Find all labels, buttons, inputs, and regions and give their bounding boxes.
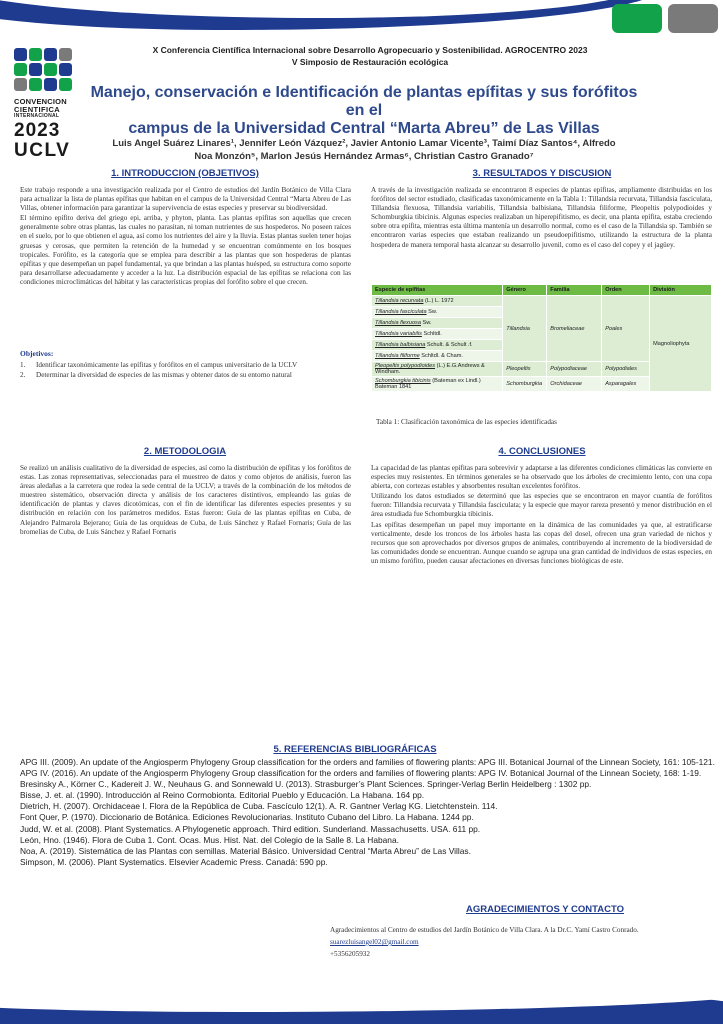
conference-line-1: X Conferencia Científica Internacional sobre Desarrollo Agropecuario y Sostenibilidad. AGROCENTRO 2023 (152, 45, 588, 55)
schomburgkia-family-cell (547, 377, 602, 392)
contact-email-link[interactable]: suarezluisangel02@gmail.com (330, 938, 419, 946)
results-body (371, 186, 712, 251)
species-name: Tillandsia recurvata (375, 298, 424, 304)
reference-item: Font Quer, P. (1970). Diccionario de Botánica. Ediciones Revolucionarias. Instituto Cubano del Libro. La Habana. 1244 pp. (20, 812, 474, 823)
table-header-family: Familia (547, 285, 602, 296)
species-cell (372, 329, 503, 340)
logo-line-cientifica: CIENTIFICA (14, 104, 61, 114)
objective-text: Identificar taxonómicamente las epífitas y forófitos en el campus universitario de la UCLV (36, 361, 298, 369)
methods-paragraph-1: Se realizó un análisis cualitativo de la diversidad de especies, así como la distribución de epífitas y los forófitos de estas. Las zonas representativas, seleccionadas para el muestreo de datos y como objetos de análisis, fueron las áreas aledañas a la carretera que rodea la sede central de la UCLV; a través de la combinación de los métodos de muestreo sistemático, observación directa y análisis de los caracteres distintivos, empleando las guías de identificación de plantas y claves dicotómicas, con el fin de identificar las diferentes especies presentes y su distribución en relación con los parámetros medidos. Estas fueron: Guía de las plantas epífitas en Cuba, de Alejandro Palmarola Bejerano; Guía de las orquídeas de Cuba, de Luis Sánchez y Rafael Fornaris; Guía de las bromelias de Cuba, de Luis Sánchez y Rafael Fornaris (20, 464, 351, 536)
table-header-division: División (650, 285, 712, 296)
objective-text: Determinar la diversidad de especies de las mismas y obtener datos de su entorno natural (36, 371, 292, 379)
species-name: Tillandsia filiforme (375, 353, 420, 359)
objectives-title: Objetivos: (20, 349, 54, 358)
acknowledgements-text: Agradecimientos al Centro de estudios del Jardín Botánico de Villa Clara. A la Dr.C. Yamí Castro Conrado. (330, 926, 639, 934)
pleopeltis-family-cell (547, 362, 602, 377)
species-author: Sw. (422, 320, 432, 326)
title-line-2: campus de la Universidad Central “Marta Abreu” de Las Villas (128, 120, 600, 137)
conclusions-paragraph-1: La capacidad de las plantas epífitas para sobrevivir y adaptarse a las diferentes condiciones climáticas las convierte en especies muy resistentes. En términos generales se ha observado que los árboles de crecimiento lento, con una copa abierta, con cortezas estables y absorbentes resultan excelentes forófitos. (371, 464, 712, 491)
results-paragraph-1: A través de la investigación realizada se encontraron 8 especies de plantas epífitas, ampliamente distribuidas en los forófitos del sector estudiado, clasificadas taxonómicamente en la Tabla 1: Tillandsia recurvata, Tillandsia fasciculata, Tillandsia flexuosa, Tillandsia variabilis, Tillandsia balbisiana, Tillandsia filiforme, Pleopeltis polypodioides y Schomburgkia tibicinis. Algunas especies realizaban un hiperepifitismo, es decir, una planta epífita, estaba creciendo sobre otra epífita, mientras esta última mantenía un desarrollo normal, como es el caso de la Tillandsia sp. También se encontraron varias especies que estaban realizando un pseudoepifitismo, utilizando la estructura de la planta hospedera de manera temporal hasta alcanzar su desarrollo juvenil, como es el caso del copey y el jagüey. (371, 186, 712, 249)
species-name: Schomburgkia tibicinis (375, 378, 431, 384)
tillandsia-order-cell (602, 296, 650, 362)
reference-item: Noa, A. (2019). Sistemática de las Plantas con semillas. Material Básico. Universidad Central “Marta Abreu” de Las Villas. (20, 845, 471, 856)
conclusions-body (371, 464, 712, 567)
conclusions-paragraph-3: Las epífitas desempeñan un papel muy importante en la dinámica de las comunidades ya que, al estratificarse verticalmente, desde los troncos de los árboles hasta las copas del dosel, ofrecen una gran variedad de nichos y recursos que son aprovechados por diversos grupos de animales, contribuyendo al incremento de la biodiversidad de las comunidades donde se encuentran. Aunque cuando se agrupa una gran cantidad de individuos de estas especies, en un mismo forófito, pueden causar afectaciones en diversas funciones biológicas de este. (371, 520, 712, 565)
bottom-banner (0, 964, 723, 1024)
reference-item: APG III. (2009). An update of the Angiosperm Phylogeny Group classification for the orders and families of flowering plants: APG III. Botanical Journal of the Linnean Society, 161: 105-121. (20, 757, 715, 767)
conclusions-paragraph-2: Utilizando los datos estudiados se determinó que las especies que se encontraron en mayor cuantía de forófitos fueron: Tillandsia recurvata y Tillandsia fasciculata; y la especie que mayor rareza presentó y menor distribución en el área estudiada fue Schomburgkia tibicinis. (371, 492, 712, 519)
species-author: (L.) E.G.Andrews & Windham. (375, 363, 485, 375)
species-author: (Bateman ex Lindl.) Bateman 1841 (375, 378, 481, 390)
species-cell (372, 377, 503, 392)
intro-body (20, 186, 351, 288)
schomburgkia-order: Asparagales (605, 381, 637, 387)
methods-heading: 2. METODOLOGIA (143, 446, 227, 457)
authors-line-2: Noa Monzón⁵, Marlon Jesús Hernández Armas⁶, Christian Castro Granado⁷ (194, 151, 534, 162)
reference-item: Bresinsky A., Körner C., Kadereit J. W., Neuhaus G. and Sonnewald U. (2013). Strasburger’s Plant Sciences. Springer-Verlag Berlin Heidelberg : 1302 pp. (20, 779, 592, 790)
pleopeltis-order-cell (602, 362, 650, 377)
species-name: Tillandsia flexuosa (375, 320, 421, 326)
pleopeltis-family: Polypodiaceae (550, 366, 587, 372)
reference-item: Bisse, J. et. al. (1990). Introducción al Reino Cormobionta. Editorial Pueblo y Educación. La Habana. 164 pp. (20, 790, 425, 801)
schomburgkia-family: Orchidaceae (550, 381, 582, 387)
pleopeltis-genus-cell (503, 362, 547, 377)
division: Magnoliophyta (653, 340, 690, 347)
species-author: Schltdl. & Cham. (421, 353, 463, 359)
tillandsia-family: Bromeliaceae (550, 325, 585, 332)
table-row (372, 296, 712, 307)
top-green-block (612, 4, 662, 33)
intro-paragraph-1: Este trabajo responde a una investigación realizada por el Centro de estudios del Jardín Botánico de Villa Clara para actualizar la lista de plantas epífitas que habitan en el campus de la Universidad Central “Marta Abreu de Las Villas, obtener información para garantizar la supervivencia de estas especies y preservar su biodiversidad. (20, 186, 351, 213)
species-author: Sw. (428, 309, 438, 315)
table-header-order: Orden (602, 285, 650, 296)
top-gray-block (668, 4, 718, 33)
species-name: Pleopeltis polypodioides (375, 363, 436, 369)
table-header-species: Especie de epífitas (372, 285, 503, 296)
species-name: Tillandsia balbisiana (375, 342, 426, 348)
methods-body (20, 464, 351, 538)
species-author: (L.) L. 1972 (425, 298, 454, 304)
logo-line-internacional: INTERNACIONAL (14, 113, 60, 119)
species-name: Tillandsia fasciculata (375, 309, 427, 315)
conclusions-heading: 4. CONCLUSIONES (498, 446, 586, 457)
authors (84, 137, 644, 163)
species-cell (372, 362, 503, 377)
objective-number: 1. (20, 361, 26, 369)
objective-item (20, 370, 360, 380)
table-header-genus: Género (503, 285, 547, 296)
species-name: Tillandsia variabilis (375, 331, 422, 337)
intro-paragraph-2: El término epífito deriva del griego epi, arriba, y phyton, planta. Las plantas epífitas son aquellas que crecen generalmente sobre otras plantas, las cuales no parasitan, ni toman nutrientes de sus hospederos. No poseen raíces en el suelo, por lo que obtienen el agua, así como los nutrientes del aire y la lluvia. Estas plantas suelen tener hojas gruesas y cerosas, que permiten la retención de la humedad y se encuentran comúnmente en los bosques tropicales. Forófito, es la categoría que se emplea para describir a las plantas que son hospederas de plantas epífitas y que desempeñan un papel fundamental, ya que brindan a las plantas huésped, su estructura como soporte para desarrollarse adecuadamente y acceder a la luz. La distribución espacial de las epífitas se relaciona con las condiciones microclimáticas del hábitat y las características propias del forófito sobre el que crecen. (20, 214, 351, 286)
results-heading: 3. RESULTADOS Y DISCUSION (472, 168, 612, 179)
reference-item: Dietrich, H. (2007). Orchidaceae I. Flora de la República de Cuba. Fascículo 12(1). A. R. Gantner Verlag KG. Lietchtenstein. 114. (20, 801, 498, 812)
pleopeltis-order: Polypodiales (605, 366, 637, 372)
objective-number: 2. (20, 371, 26, 379)
reference-item: León, Hno. (1946). Flora de Cuba 1. Cont. Ocas. Mus. Hist. Nat. del Colegio de la Salle 8. La Habana. (20, 834, 399, 845)
conference-line-2: V Simposio de Restauración ecológica (291, 57, 449, 67)
authors-line-1: Luis Angel Suárez Linares¹, Jennifer León Vázquez², Javier Antonio Lamar Vicente³, Taimí Díaz Santos⁴, Alfredo (112, 138, 616, 149)
species-cell (372, 340, 503, 351)
references-heading: 5. REFERENCIAS BIBLIOGRÁFICAS (273, 744, 437, 755)
contact-phone: +5356205932 (330, 950, 370, 958)
conference-info (90, 44, 650, 68)
objectives-list (20, 360, 360, 380)
table-header-row (372, 285, 712, 296)
title-line-1: Manejo, conservación e Identificación de plantas epífitas y sus forófitos en el (90, 84, 638, 119)
reference-item: APG IV. (2016). An update of the Angiosperm Phylogeny Group classification for the orders and families of flowering plants: APG IV. Botanical Journal of the Linnean Society, 168: 1-19. (20, 768, 702, 779)
tillandsia-family-cell (547, 296, 602, 362)
reference-item: Judd, W. et al. (2008). Plant Systematics. A Phylogenetic approach. Third edition. Sunderland. Massachusetts. USA. 611 pp. (20, 823, 481, 834)
schomburgkia-genus: Schomburgkia (506, 381, 543, 387)
species-cell (372, 307, 503, 318)
division-cell (650, 296, 712, 392)
pleopeltis-genus: Pleopeltis (506, 366, 531, 372)
table-caption: Tabla 1: Clasificación taxonómica de las especies identificadas (376, 418, 557, 426)
species-author: Schltdl. (423, 331, 442, 337)
logo-line-uclv: UCLV (14, 140, 71, 161)
acknowledgements-body (330, 924, 710, 960)
reference-item: Simpson, M. (2006). Plant Systematics. Elsevier Academic Press. Canadá: 590 pp. (20, 856, 328, 867)
species-cell (372, 318, 503, 329)
tillandsia-order: Poales (605, 325, 623, 332)
objective-item (20, 360, 360, 370)
logo-text (14, 98, 72, 160)
species-cell (372, 351, 503, 362)
logo-line-year: 2023 (14, 120, 61, 141)
species-author: Schult. & Schult .f. (426, 342, 473, 348)
acknowledgements-heading: AGRADECIMIENTOS Y CONTACTO (466, 904, 624, 915)
taxonomy-table (371, 284, 712, 392)
schomburgkia-genus-cell (503, 377, 547, 392)
poster-title (84, 84, 644, 138)
logo-line-convencion: CONVENCION (14, 97, 67, 106)
tillandsia-genus-cell (503, 296, 547, 362)
species-cell (372, 296, 503, 307)
intro-heading: 1. INTRODUCCION (OBJETIVOS) (111, 168, 259, 179)
tillandsia-genus: Tillandsia (506, 325, 530, 332)
references-list (20, 757, 720, 868)
schomburgkia-order-cell (602, 377, 650, 392)
